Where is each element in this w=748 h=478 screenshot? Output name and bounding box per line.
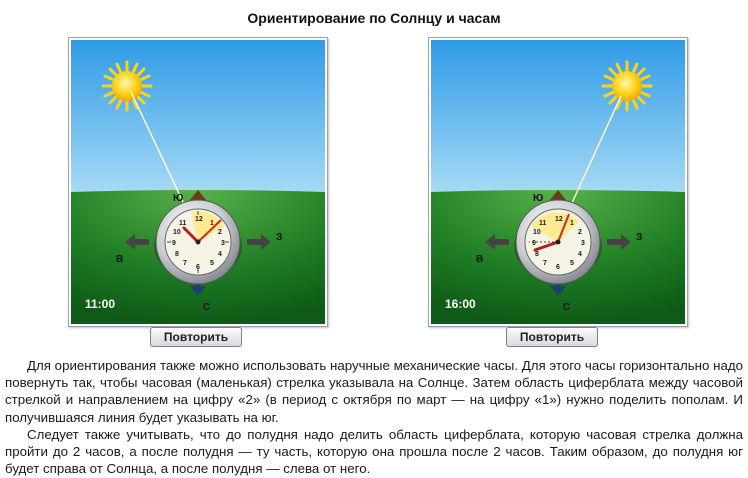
time-label: 11:00: [85, 297, 116, 311]
scene-16: [431, 40, 685, 324]
time-label: 16:00: [445, 297, 476, 311]
paragraph-2: Следует также учитывать, что до полудня надо делить область циферблата, которую часовая стрелка должна пройти до 2 часов, а после полудня — ту часть, которую она прошла после 2 часов. Таким образом, до полудня юг будет справа от Солнца, а после полудня — слева от него.: [5, 426, 743, 477]
dial-6: 6: [196, 264, 200, 271]
north-label: С: [563, 302, 571, 313]
dial-3: 3: [581, 240, 585, 247]
dial-1: 1: [210, 220, 214, 227]
replay-button-morning[interactable]: Повторить: [150, 327, 242, 347]
west-label: В: [116, 254, 124, 265]
dial-12: 12: [555, 216, 563, 223]
dial-10: 10: [533, 229, 541, 236]
animation-panel-afternoon: [428, 37, 688, 327]
sun-icon: [103, 62, 151, 110]
animation-panel-morning: [68, 37, 328, 327]
dial-10: 10: [173, 229, 181, 236]
scene-11: [71, 40, 325, 324]
dial-6: 6: [556, 264, 560, 271]
dial-5: 5: [570, 260, 574, 267]
dial-4: 4: [578, 251, 582, 258]
dial-2: 2: [218, 229, 222, 236]
paragraph-1: Для ориентирования также можно использовать наручные механические часы. Для этого часы горизонтально надо повернуть так, чтобы часовая (маленькая) стрелка указывала на Солнце. Затем область циферблата между часовой стрелкой и направлением на цифру «2» (в период с октября по март — на цифру «1») нужно поделить пополам. И получившаяся линия будет указывать на юг.: [5, 358, 743, 425]
dial-3: 3: [221, 240, 225, 247]
south-label: Ю: [533, 193, 544, 204]
dial-11: 11: [539, 220, 547, 227]
description-text: [5, 357, 743, 477]
south-label: Ю: [173, 193, 184, 204]
north-label: С: [203, 302, 211, 313]
sun-icon: [603, 62, 651, 110]
dial-2: 2: [578, 229, 582, 236]
dial-7: 7: [183, 260, 187, 267]
dial-8: 8: [535, 251, 539, 258]
dial-8: 8: [175, 251, 179, 258]
east-label: З: [636, 232, 643, 243]
dial-9: 9: [532, 240, 536, 247]
dial-9: 9: [172, 240, 176, 247]
dial-5: 5: [210, 260, 214, 267]
page-title: Ориентирование по Солнцу и часам: [247, 10, 501, 26]
replay-button-afternoon[interactable]: Повторить: [506, 327, 598, 347]
dial-11: 11: [179, 220, 187, 227]
west-label: В: [476, 254, 484, 265]
dial-12: 12: [195, 216, 203, 223]
dial-1: 1: [570, 220, 574, 227]
east-label: З: [276, 232, 283, 243]
dial-7: 7: [543, 260, 547, 267]
dial-4: 4: [218, 251, 222, 258]
